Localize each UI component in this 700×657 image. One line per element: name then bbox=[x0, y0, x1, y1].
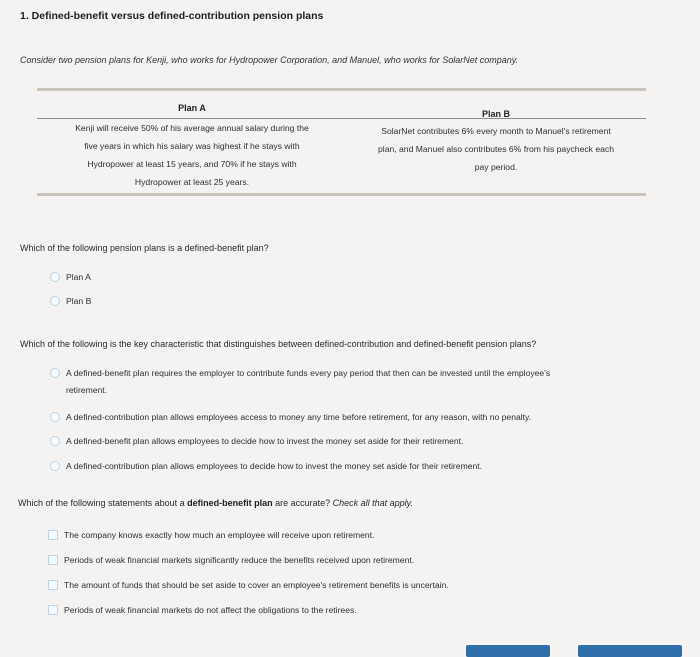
q2-option-2[interactable] bbox=[50, 412, 531, 426]
q3-option-4[interactable] bbox=[48, 605, 357, 619]
q2-option-3[interactable] bbox=[50, 436, 463, 450]
table-bottom-rule bbox=[37, 193, 646, 196]
option-label: Plan A bbox=[66, 272, 91, 282]
radio-button[interactable] bbox=[50, 272, 60, 282]
q3-option-3[interactable] bbox=[48, 580, 449, 594]
option-line: retirement. bbox=[66, 385, 108, 395]
plan-a-line: Hydropower at least 15 years, and 70% if he stays with bbox=[87, 159, 297, 169]
intro-text: Consider two pension plans for Kenji, who works for Hydropower Corporation, and Manuel, who works for SolarNet company. bbox=[20, 55, 519, 65]
question-3-prompt bbox=[18, 498, 413, 508]
plan-a-line: Hydropower at least 25 years. bbox=[134, 177, 250, 187]
option-label: Plan B bbox=[66, 296, 92, 306]
page-title: 1. Defined-benefit versus defined-contribution pension plans bbox=[20, 10, 324, 22]
bottom-button-left[interactable] bbox=[466, 645, 550, 657]
table-top-rule bbox=[37, 88, 646, 91]
radio-button[interactable] bbox=[50, 412, 60, 422]
option-label bbox=[66, 365, 550, 399]
bottom-button-right[interactable] bbox=[578, 645, 682, 657]
option-label: The company knows exactly how much an employee will receive upon retirement. bbox=[64, 530, 375, 540]
radio-button[interactable] bbox=[50, 296, 60, 306]
q2-option-4[interactable] bbox=[50, 461, 482, 475]
checkbox[interactable] bbox=[48, 530, 58, 540]
prompt-bold-term: defined-benefit plan bbox=[187, 498, 273, 508]
radio-button[interactable] bbox=[50, 368, 60, 378]
checkbox[interactable] bbox=[48, 605, 58, 615]
option-label: A defined-benefit plan allows employees to decide how to invest the money set aside for their retirement. bbox=[66, 436, 464, 446]
option-label: The amount of funds that should be set aside to cover an employee's retirement benefits is uncertain. bbox=[64, 580, 449, 590]
checkbox[interactable] bbox=[48, 580, 58, 590]
checkbox[interactable] bbox=[48, 555, 58, 565]
question-1-prompt: Which of the following pension plans is a defined-benefit plan? bbox=[20, 243, 269, 253]
prompt-instruction: Check all that apply. bbox=[332, 498, 414, 508]
option-label: Periods of weak financial markets do not affect the obligations to the retirees. bbox=[64, 605, 357, 615]
plan-a-line: Kenji will receive 50% of his average annual salary during the bbox=[75, 123, 309, 133]
plan-a-line: five years in which his salary was highest if he stays with bbox=[84, 141, 300, 151]
prompt-text: are accurate? bbox=[272, 498, 333, 508]
plan-b-heading: Plan B bbox=[481, 109, 510, 119]
plan-a-description bbox=[42, 119, 342, 191]
question-2-prompt: Which of the following is the key characteristic that distinguishes between defined-contribution and defined-benefit pension plans? bbox=[20, 339, 537, 349]
q1-option-plan-b[interactable] bbox=[50, 296, 91, 310]
q1-option-plan-a[interactable] bbox=[50, 272, 91, 286]
plan-a-heading: Plan A bbox=[178, 103, 206, 113]
prompt-text: Which of the following statements about a bbox=[18, 498, 188, 508]
option-label: A defined-contribution plan allows employees to decide how to invest the money set aside for their retirement. bbox=[66, 461, 483, 471]
option-label: A defined-contribution plan allows employees access to money any time before retirement, for any reason, with no penalty. bbox=[66, 412, 532, 422]
q3-option-2[interactable] bbox=[48, 555, 414, 569]
radio-button[interactable] bbox=[50, 436, 60, 446]
option-line: A defined-benefit plan requires the employer to contribute funds every pay period that then can be invested until the employee's bbox=[66, 368, 551, 378]
plan-b-line: pay period. bbox=[474, 162, 518, 172]
plan-b-line: SolarNet contributes 6% every month to Manuel's retirement bbox=[381, 126, 611, 136]
q2-option-1[interactable] bbox=[50, 368, 670, 399]
q3-option-1[interactable] bbox=[48, 530, 374, 544]
radio-button[interactable] bbox=[50, 461, 60, 471]
plan-b-line: plan, and Manuel also contributes 6% from his paycheck each bbox=[378, 144, 614, 154]
option-label: Periods of weak financial markets significantly reduce the benefits received upon retirement. bbox=[64, 555, 415, 565]
plan-b-description bbox=[346, 122, 646, 176]
